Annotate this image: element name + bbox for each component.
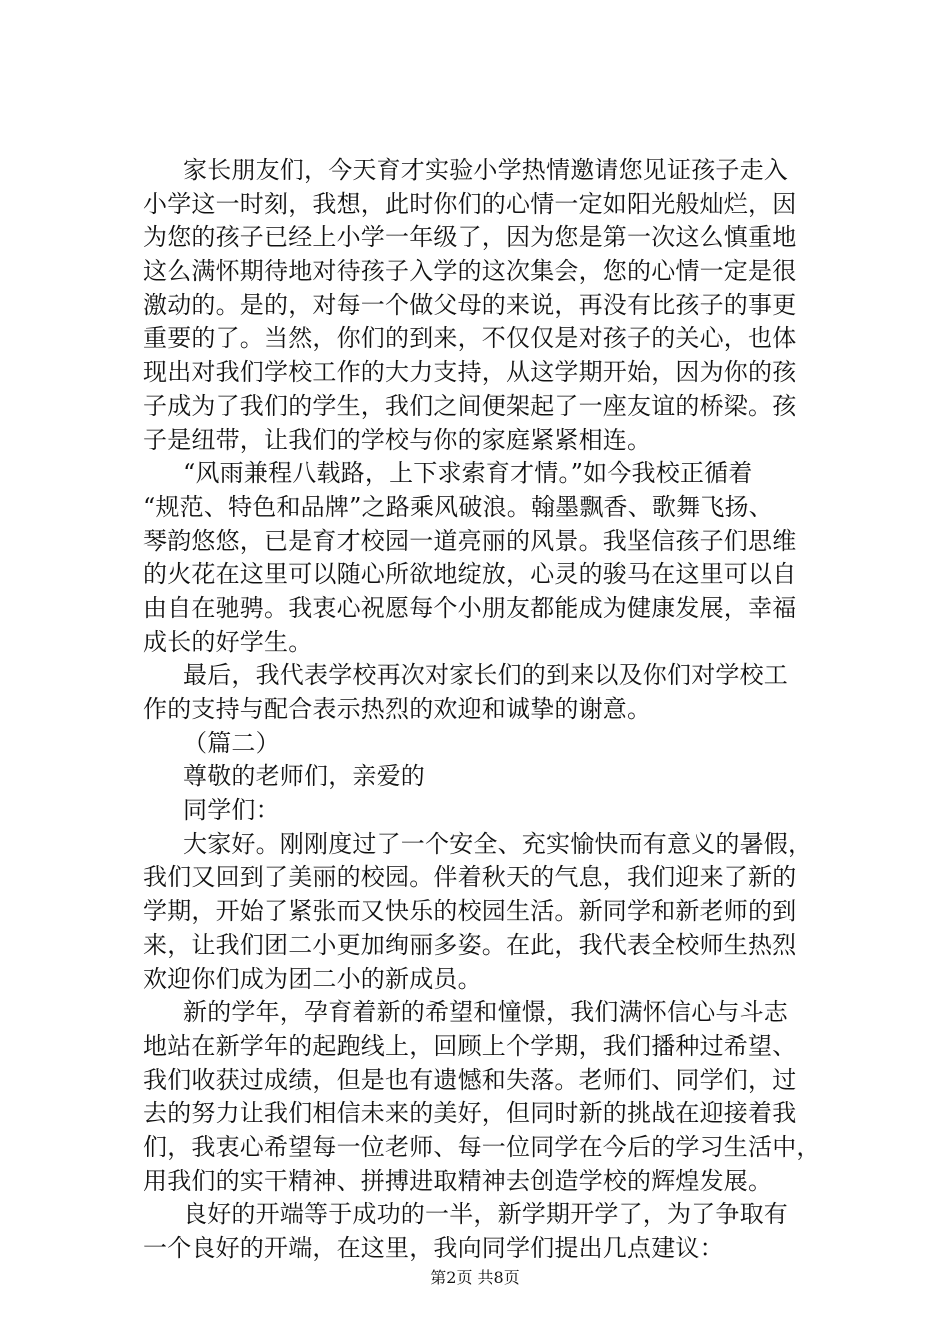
text-line: 一个良好的开端，在这里，我向同学们提出几点建议：	[143, 1234, 724, 1262]
text-line: 来，让我们团二小更加绚丽多姿。在此，我代表全校师生热烈	[143, 930, 797, 959]
text-line: 用我们的实干精神、拼搏进取精神去创造学校的辉煌发展。	[143, 1166, 773, 1195]
text-line: “风雨兼程八载路，上下求索育才情。”如今我校正循着	[183, 459, 753, 488]
text-line: 为您的孩子已经上小学一年级了，因为您是第一次这么慎重地	[143, 223, 797, 252]
text-line: 新的学年，孕育着新的希望和憧憬，我们满怀信心与斗志	[183, 998, 788, 1027]
document-body	[143, 154, 843, 1266]
text-line: 去的努力让我们相信未来的美好，但同时新的挑战在迎接着我	[143, 1099, 797, 1128]
text-line: 的火花在这里可以随心所欲地绽放，心灵的骏马在这里可以自	[143, 560, 797, 589]
text-line: 大家好。刚刚度过了一个安全、充实愉快而有意义的暑假，	[183, 829, 813, 858]
text-line: 由自在驰骋。我衷心祝愿每个小朋友都能成为健康发展，幸福	[143, 593, 797, 622]
text-line: 激动的。是的，对每一个做父母的来说，再没有比孩子的事更	[143, 290, 797, 319]
text-line: 欢迎你们成为团二小的新成员。	[143, 964, 482, 993]
page-footer: 第2页 共8页	[430, 1268, 520, 1287]
text-line: 成长的好学生。	[143, 627, 313, 656]
text-line: 子成为了我们的学生，我们之间便架起了一座友谊的桥梁。孩	[143, 391, 797, 420]
text-line: 我们收获过成绩，但是也有遗憾和失落。老师们、同学们，过	[143, 1065, 797, 1094]
text-line: 地站在新学年的起跑线上，回顾上个学期，我们播种过希望、	[143, 1031, 797, 1060]
text-line: 家长朋友们，今天育才实验小学热情邀请您见证孩子走入	[183, 156, 788, 184]
text-line: 尊敬的老师们，亲爱的	[183, 762, 425, 791]
text-line: 良好的开端等于成功的一半，新学期开学了，为了争取有	[183, 1200, 788, 1229]
text-line: 们，我衷心希望每一位老师、每一位同学在今后的学习生活中，	[143, 1132, 821, 1161]
text-line: “规范、特色和品牌”之路乘风破浪。翰墨飘香、歌舞飞扬、	[143, 492, 773, 521]
text-line: （篇二）	[183, 728, 280, 757]
text-line: 琴韵悠悠，已是育才校园一道亮丽的风景。我坚信孩子们思维	[143, 526, 797, 555]
text-line: 这么满怀期待地对待孩子入学的这次集会，您的心情一定是很	[143, 257, 797, 286]
text-line: 最后，我代表学校再次对家长们的到来以及你们对学校工	[183, 661, 788, 690]
text-line: 重要的了。当然，你们的到来，不仅仅是对孩子的关心，也体	[143, 324, 797, 353]
text-line: 同学们：	[183, 796, 280, 825]
text-line: 现出对我们学校工作的大力支持，从这学期开始，因为你的孩	[143, 358, 797, 387]
text-line: 学期，开始了紧张而又快乐的校园生活。新同学和新老师的到	[143, 897, 797, 926]
text-line: 小学这一时刻，我想，此时你们的心情一定如阳光般灿烂，因	[143, 189, 797, 218]
text-line: 子是纽带，让我们的学校与你的家庭紧紧相连。	[143, 425, 652, 454]
text-line: 作的支持与配合表示热烈的欢迎和诚挚的谢意。	[143, 695, 652, 723]
text-line: 我们又回到了美丽的校园。伴着秋天的气息，我们迎来了新的	[143, 863, 797, 892]
